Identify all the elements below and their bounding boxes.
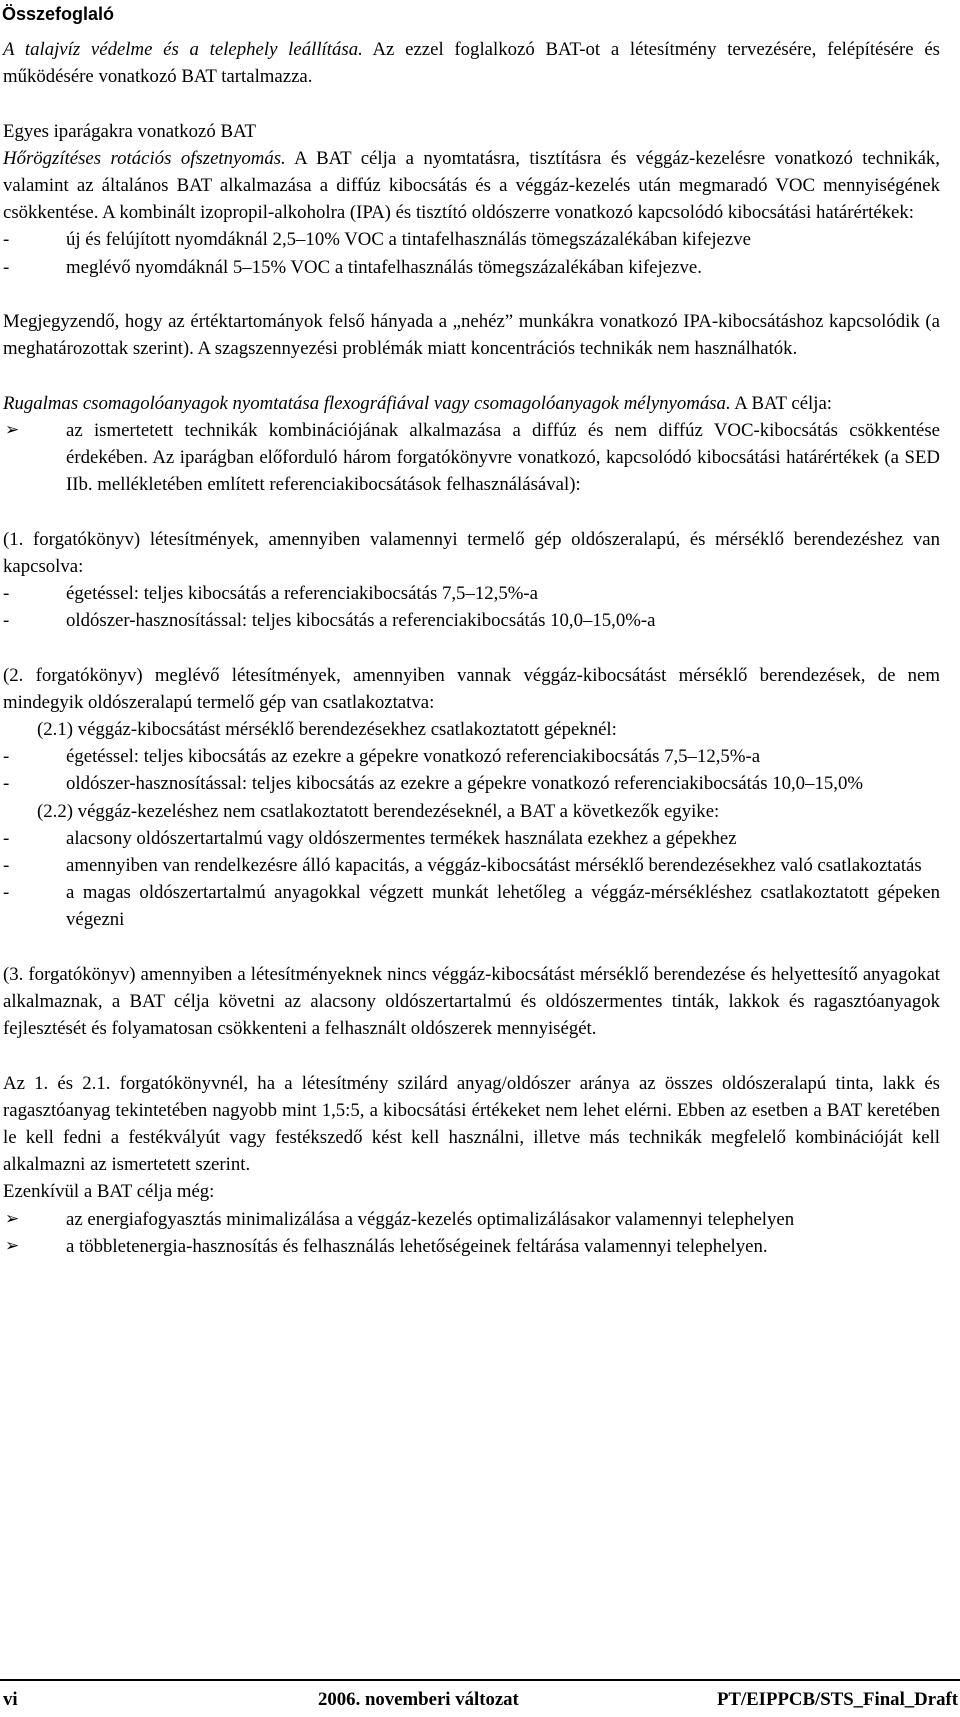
arrow-bullet-icon: ➢	[5, 419, 20, 440]
list-item-text: oldószer-hasznosítással: teljes kibocsátás a referenciakibocsátás 10,0–15,0%-a	[66, 610, 656, 632]
list-item-text: amennyiben van rendelkezésre álló kapacitás, a véggáz-kibocsátást mérséklő berendezésekhez való csatlakoztatás	[66, 855, 922, 877]
paragraph-scenario-1: (1. forgatókönyv) létesítmények, amennyiben valamennyi termelő gép oldószeralapú, és mérséklő berendezéshez van kapcsolva:	[3, 528, 940, 577]
document-version: 2006. novemberi változat	[318, 1689, 519, 1710]
list-item-text: égetéssel: teljes kibocsátás a referenciakibocsátás 7,5–12,5%-a	[66, 583, 538, 604]
dash-marker: -	[3, 746, 10, 768]
list-item	[3, 852, 940, 879]
footer-divider	[0, 1679, 960, 1681]
paragraph-groundwater	[3, 36, 940, 90]
dash-marker: -	[3, 855, 10, 877]
packaging-topic: Rugalmas csomagolóanyagok nyomtatása flexográfiával vagy csomagolóanyagok mélynyomása.	[3, 392, 731, 414]
list-item	[3, 254, 940, 281]
paragraph-also-intro: Ezenkívül a BAT célja még:	[3, 1181, 215, 1203]
dash-marker: -	[3, 827, 10, 849]
arrow-list-item	[3, 417, 940, 499]
document-reference: PT/EIPPCB/STS_Final_Draft	[716, 1689, 958, 1710]
arrow-bullet-icon: ➢	[5, 1235, 20, 1256]
list-item-text: oldószer-hasznosítással: teljes kibocsátás az ezekre a gépekre vonatkozó referenciakibocsátás 10,0–15,0%	[66, 773, 863, 795]
list-item	[3, 770, 940, 797]
page-footer	[0, 1688, 960, 1712]
paragraph-heatset	[3, 145, 940, 227]
list-item	[3, 226, 940, 253]
paragraph-closing: Az 1. és 2.1. forgatókönyvnél, ha a létesítmény szilárd anyag/oldószer aránya az összes oldószeralapú tinta, lakk és ragasztóanyag tekintetében nagyobb mint 1,5:5, a kibocsátási értékeket nem lehet elérni. Ebben az esetben a BAT keretében le kell fedni a festékvályút vagy festékszedő kést kell használni, illetve más technikák megfelelő kombinációját kell alkalmazni az ismertetett szerint.	[3, 1072, 940, 1176]
list-item	[3, 743, 940, 770]
groundwater-text: Az ezzel foglalkozó BAT-ot a létesítmény tervezésére, felépítésére és működésére vonatkozó BAT tartalmazza.	[3, 39, 940, 88]
paragraph-note: Megjegyzendő, hogy az értéktartományok felső hányada a „nehéz” munkákra vonatkozó IPA-kibocsátáshoz kapcsolódik (a meghatározottak szerint). A szagszennyezési problémák miatt koncentrációs technikák nem használhatók.	[3, 311, 940, 360]
list-item	[3, 825, 940, 852]
page-number: vi	[3, 1689, 18, 1710]
list-item	[3, 580, 940, 607]
list-item	[3, 879, 940, 933]
sub-scenario-2-2: (2.2) véggáz-kezeléshez nem csatlakoztatott berendezéseknél, a BAT a következők egyike:	[37, 800, 720, 822]
dash-marker: -	[3, 610, 10, 632]
paragraph-scenario-3: (3. forgatókönyv) amennyiben a létesítményeknek nincs véggáz-kibocsátást mérséklő berendezése és helyettesítő anyagokat alkalmaznak, a BAT célja követni az alacsony oldószertartalmú és oldószermentes tinták, lakkok és ragasztóanyagok fejlesztését és folyamatosan csökkenteni a felhasznált oldószerek mennyiségét.	[3, 963, 940, 1040]
arrow-bullet-icon: ➢	[5, 1208, 20, 1229]
packaging-text: A BAT célja:	[730, 392, 833, 414]
list-item	[3, 607, 940, 634]
heatset-text: A BAT célja a nyomtatásra, tisztításra és véggáz-kezelésre vonatkozó technikák, valamint az általános BAT alkalmazása a diffúz kibocsátás és a véggáz-kezelés után megmaradó VOC mennyiségének csökkentése. A kombinált izopropil-alkoholra (IPA) és tisztító oldószerre vonatkozó kapcsolódó kibocsátási határértékek:	[3, 147, 940, 224]
arrow-list-item	[3, 1206, 940, 1233]
list-item-text: meglévő nyomdáknál 5–15% VOC a tintafelhasználás tömegszázalékában kifejezve.	[66, 256, 702, 278]
groundwater-topic: A talajvíz védelme és a telephely leállítása.	[3, 39, 363, 60]
list-item-text: alacsony oldószertartalmú vagy oldószermentes termékek használata ezekhez a gépekhez	[66, 827, 737, 849]
arrow-item-text: a többletenergia-hasznosítás és felhasználás lehetőségeinek feltárása valamennyi telephelyen.	[66, 1235, 768, 1257]
dash-marker: -	[3, 256, 10, 278]
dash-marker: -	[3, 583, 10, 604]
arrow-list-item	[3, 1233, 940, 1260]
sector-title: Egyes iparágakra vonatkozó BAT	[3, 120, 256, 142]
document-body	[3, 36, 940, 1260]
dash-marker: -	[3, 773, 10, 795]
arrow-item-text: az energiafogyasztás minimalizálása a véggáz-kezelés optimalizálásakor valamennyi telephelyen	[66, 1208, 795, 1230]
paragraph-packaging	[3, 390, 940, 417]
list-item-text: új és felújított nyomdáknál 2,5–10% VOC a tintafelhasználás tömegszázalékában kifejezve	[66, 229, 751, 251]
paragraph-scenario-2: (2. forgatókönyv) meglévő létesítmények, amennyiben vannak véggáz-kibocsátást mérséklő berendezések, de nem mindegyik oldószeralapú termelő gép van csatlakoztatva:	[3, 664, 940, 713]
list-item-text: égetéssel: teljes kibocsátás az ezekre a gépekre vonatkozó referenciakibocsátás 7,5–12,5%-a	[66, 746, 761, 768]
list-item-text: a magas oldószertartalmú anyagokkal végzett munkát lehetőleg a véggáz-mérsékléshez csatlakoztatott gépeken végezni	[66, 882, 940, 931]
section-heading: Összefoglaló	[2, 4, 115, 24]
heatset-topic: Hőrögzítéses rotációs ofszetnyomás.	[3, 147, 286, 169]
dash-marker: -	[3, 229, 10, 251]
arrow-item-text: az ismertetett technikák kombinációjának alkalmazása a diffúz és nem diffúz VOC-kibocsátás csökkentése érdekében. Az iparágban előforduló három forgatókönyvre vonatkozó, kapcsolódó kibocsátási határértékek (a SED IIb. mellékletében említett referenciakibocsátások felhasználásával):	[66, 419, 940, 496]
dash-marker: -	[3, 882, 10, 904]
sub-scenario-2-1: (2.1) véggáz-kibocsátást mérséklő berendezésekhez csatlakoztatott gépeknél:	[37, 719, 617, 740]
